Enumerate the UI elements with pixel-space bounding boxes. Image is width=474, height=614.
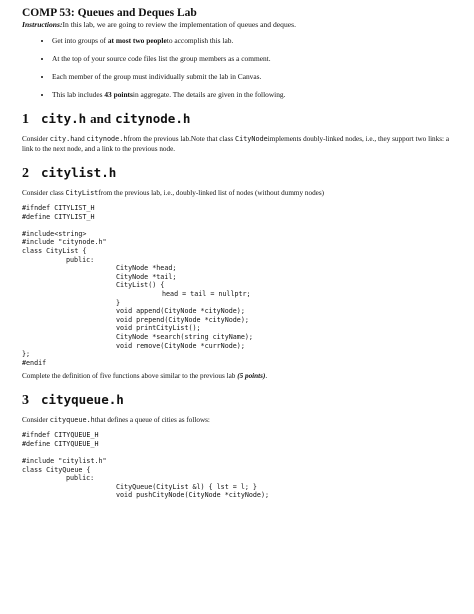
code-line [22,221,460,230]
code-line: #include "citylist.h" [22,457,107,466]
instructions-text: In this lab, we are going to review the implementation of queues and deques. [62,20,296,29]
instructions [22,20,460,30]
section-file-name: cityqueue.h [41,392,124,408]
code-line [22,448,460,457]
document-title: COMP 53: Queues and Deques Lab [22,7,197,19]
code-line: } [116,298,121,307]
section-heading-conjunction: and [90,111,112,126]
code-line: public: [66,255,95,264]
code-line: void prepend(CityNode *cityNode); [116,315,249,324]
section-1-paragraph: Consider city.hand citynode.hfrom the previous lab.Note that class CityNodeimplements doubly-linked nodes, i.e., they support two links: a link to the next node, and a link to the previous node. [22,135,450,153]
list-item: • Each member of the group must individually submit the lab in Canvas. [52,72,460,82]
code-line: #endif [22,358,47,367]
list-item: • At the top of your source code files list the group members as a comment. [52,54,460,64]
section-number: 1 [22,112,29,127]
code-line: CityNode *head; [116,264,177,273]
instruction-list [22,36,460,100]
code-line: CityList() { [116,281,165,290]
code-line: }; [22,350,31,359]
section-heading-1 [22,110,460,128]
section-number: 3 [22,393,29,409]
code-line: head = tail = nullptr; [162,289,251,298]
code-line: void pushCityNode(CityNode *cityNode); [116,491,269,500]
code-block-cityqueue [22,431,460,500]
section-3-paragraph: Consider cityqueue.hthat defines a queue of cities as follows: [22,416,210,425]
section-2-after-paragraph: Complete the definition of five functions above similar to the previous lab (5 points). [22,372,268,381]
code-line: #ifndef CITYLIST_H [22,204,95,212]
section-file-name: citynode.h [115,111,191,126]
code-line: class CityQueue { [22,465,91,474]
code-line: CityQueue(CityList &l) { lst = l; } [116,482,257,491]
code-block-citylist [22,204,460,367]
code-line: CityNode *tail; [116,272,177,281]
code-line: class CityList { [22,246,87,255]
code-line: void append(CityNode *cityNode); [116,307,245,316]
code-line: public: [66,474,95,483]
section-heading-2 [22,164,460,182]
code-line: CityNode *search(string cityName); [116,332,253,341]
section-file-name: citylist.h [41,165,117,180]
code-line: #define CITYLIST_H [22,212,95,221]
section-2-paragraph: Consider class CityListfrom the previous lab, i.e., doubly-linked list of nodes (without dummy nodes) [22,189,325,197]
code-line: #ifndef CITYQUEUE_H [22,431,99,440]
section-number: 2 [22,166,29,181]
section-file-name: city.h [41,111,87,126]
section-heading-3 [22,391,460,409]
code-line: #include "citynode.h" [22,238,107,247]
code-line: void remove(CityNode *currNode); [116,341,245,350]
list-item: • Get into groups of at most two peopleto accomplish this lab. [52,36,460,46]
instructions-lead: Instructions: [22,20,63,29]
code-line: void printCityList(); [116,324,201,333]
code-line: #include<string> [22,229,87,238]
code-line: #define CITYQUEUE_H [22,439,99,448]
list-item: • This lab includes 43 pointsin aggregate. The details are given in the following. [52,90,460,100]
